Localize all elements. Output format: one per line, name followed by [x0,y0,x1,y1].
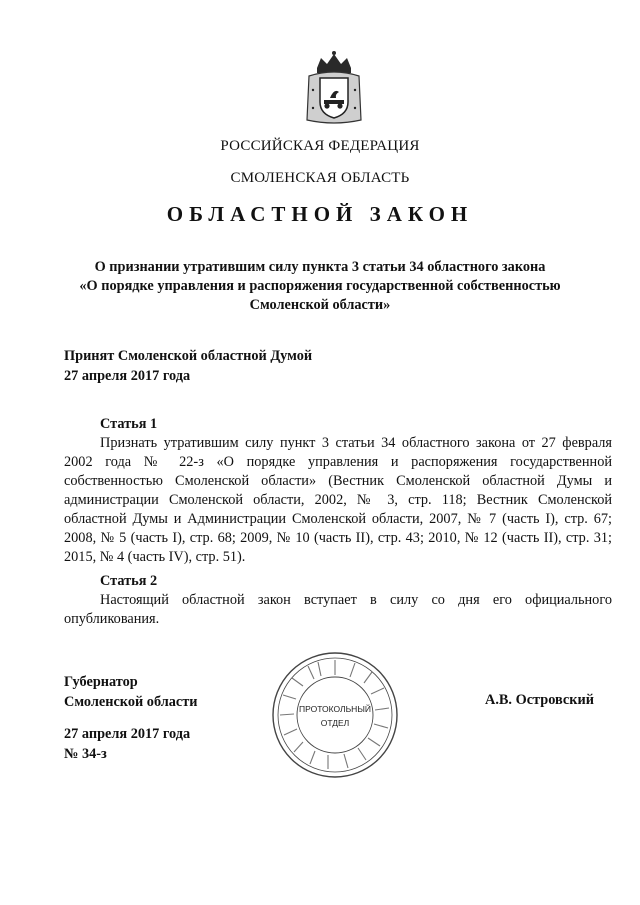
country-name: РОССИЙСКАЯ ФЕДЕРАЦИЯ [220,138,420,154]
article-2-heading: Статья 2 [100,573,158,589]
adopted-by: Принят Смоленской областной Думой [64,348,313,364]
subject-line-3: Смоленской области» [249,297,391,313]
signing-date: 27 апреля 2017 года [64,726,191,742]
document-type-title: ОБЛАСТНОЙ ЗАКОН [166,202,474,226]
stamp-center-line-2: ОТДЕЛ [320,718,350,728]
stamp-center-line-1: ПРОТОКОЛЬНЫЙ [299,704,371,714]
signer-name: А.В. Островский [485,692,594,708]
signer-title-1: Губернатор [64,674,138,690]
law-number: № 34-з [64,746,107,762]
adopted-date: 27 апреля 2017 года [64,368,191,384]
region-name: СМОЛЕНСКАЯ ОБЛАСТЬ [230,170,410,186]
coat-of-arms-icon [303,50,365,126]
signer-title-2: Смоленской области [64,694,198,710]
subject-line-1: О признании утратившим силу пункта 3 статьи 34 областного закона [94,259,546,275]
article-1-text: Признать утратившим силу пункт 3 статьи 34 областного закона от 27 февраля 2002 года № 22-з «О порядке управления и распоряжения государственной собственностью Смоленской области» (Вестник Смоленской областной Думы и администрации Смоленской области, 2002, № 3, стр. 118; Вестник Смоленской областной Думы и Администрации Смоленской области, 2007, № 7 (часть I), стр. 67; 2008, № 5 (часть I), стр. 68; 2009, № 10 (часть II), стр. 43; 2010, № 12 (часть II), стр. 31; 2015, № 4 (часть IV), стр. 51). [64,435,612,565]
official-stamp [270,650,400,780]
article-1-heading: Статья 1 [100,416,158,432]
article-2-text: Настоящий областной закон вступает в силу со дня его официального опубликования. [64,592,612,627]
subject-line-2: «О порядке управления и распоряжения государственной собственностью [79,278,561,294]
